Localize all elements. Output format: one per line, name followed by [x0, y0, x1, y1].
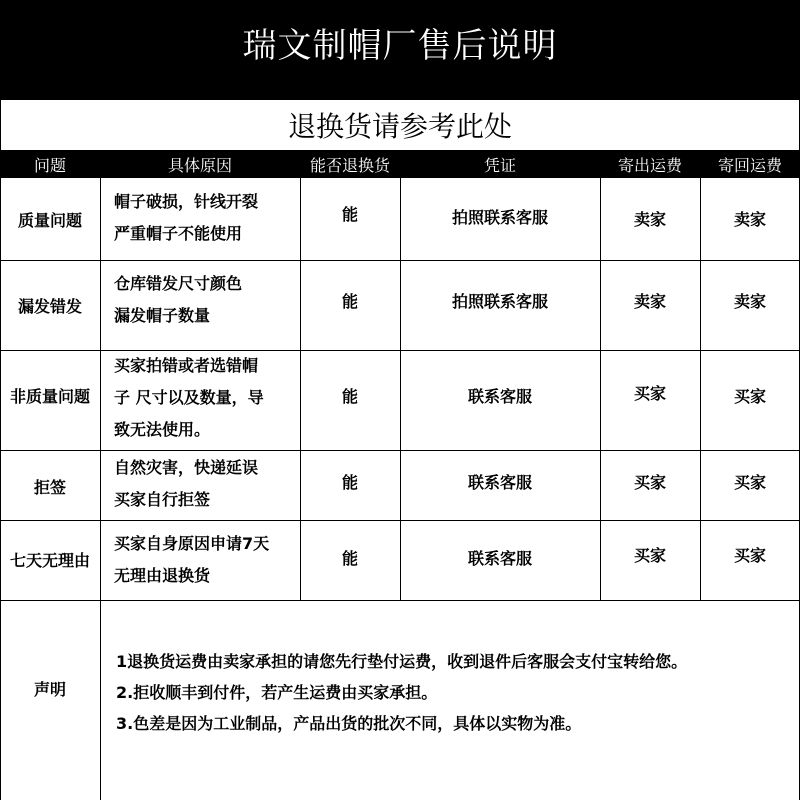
grid-line [0, 600, 800, 601]
row-4-returnable: 能 [341, 472, 358, 492]
row-2-proof: 拍照联系客服 [451, 291, 548, 311]
row-5-returnable: 能 [341, 548, 358, 568]
row-2-returnable: 能 [341, 291, 358, 311]
column-header-returnable: 能否退换货 [309, 155, 390, 175]
title-banner [0, 0, 800, 100]
table-header [0, 150, 800, 178]
row-1-ship-back: 卖家 [733, 209, 766, 229]
row-5-ship-out: 买家 [633, 545, 666, 565]
row-4-reason-line-2: 买家自行拒签 [114, 490, 211, 509]
row-2-ship-back: 卖家 [733, 291, 766, 311]
page-title: 瑞文制帽厂售后说明 [242, 26, 558, 66]
row-1-proof: 拍照联系客服 [451, 207, 548, 227]
row-2-reason-line-2: 漏发帽子数量 [114, 306, 211, 325]
row-4-issue: 拒签 [33, 477, 66, 497]
row-2-reason-line-1: 仓库错发尺寸颜色 [114, 274, 243, 293]
row-5-reason-line-2: 无理由退换货 [114, 566, 211, 585]
row-4-proof: 联系客服 [467, 472, 532, 492]
statement-note-1: 1退换货运费由卖家承担的请您先行垫付运费，收到退件后客服会支付宝转给您。 [116, 652, 688, 671]
subtitle: 退换货请参考此处 [0, 100, 800, 150]
row-1-ship-out: 卖家 [633, 209, 666, 229]
column-header-issue: 问题 [33, 155, 66, 175]
row-1-reason-line-2: 严重帽子不能使用 [114, 224, 243, 243]
row-3-ship-back: 买家 [733, 386, 766, 406]
row-3-reason [100, 350, 300, 446]
row-4-reason-line-1: 自然灾害，快递延误 [114, 458, 259, 477]
statement-note-2: 2.拒收顺丰到付件，若产生运费由买家承担。 [116, 683, 438, 702]
row-5-proof: 联系客服 [467, 548, 532, 568]
row-3-issue: 非质量问题 [9, 386, 90, 406]
row-3-ship-out: 买家 [633, 383, 666, 403]
statement-note-3: 3.色差是因为工业制品，产品出货的批次不同，具体以实物为准。 [116, 714, 582, 733]
row-3-reason-line-2: 子 尺寸以及数量，导 [114, 388, 264, 407]
column-header-ship-back: 寄回运费 [717, 155, 782, 175]
row-3-returnable: 能 [341, 386, 358, 406]
row-4-ship-out: 买家 [633, 472, 666, 492]
row-4-reason [100, 452, 300, 518]
row-1-returnable: 能 [341, 205, 358, 224]
row-5-reason [100, 528, 300, 592]
statement-label: 声明 [33, 679, 66, 699]
row-5-reason-line-1: 买家自身原因申请7天 [114, 534, 270, 553]
row-2-ship-out: 卖家 [633, 291, 666, 311]
row-2-issue: 漏发错发 [17, 296, 82, 316]
row-1-issue: 质量问题 [17, 210, 82, 230]
row-1-reason-line-1: 帽子破损，针线开裂 [114, 192, 259, 211]
column-header-proof: 凭证 [483, 155, 516, 175]
row-3-proof: 联系客服 [467, 386, 532, 406]
row-5-issue: 七天无理由 [9, 550, 90, 570]
row-4-ship-back: 买家 [733, 472, 766, 492]
column-header-ship-out: 寄出运费 [617, 155, 682, 175]
row-3-reason-line-1: 买家拍错或者选错帽 [114, 356, 259, 375]
row-1-reason [100, 186, 300, 252]
column-header-reason: 具体原因 [167, 155, 232, 175]
row-3-reason-line-3: 致无法使用。 [114, 420, 211, 439]
row-5-ship-back: 买家 [733, 545, 766, 565]
row-2-reason [100, 268, 300, 334]
